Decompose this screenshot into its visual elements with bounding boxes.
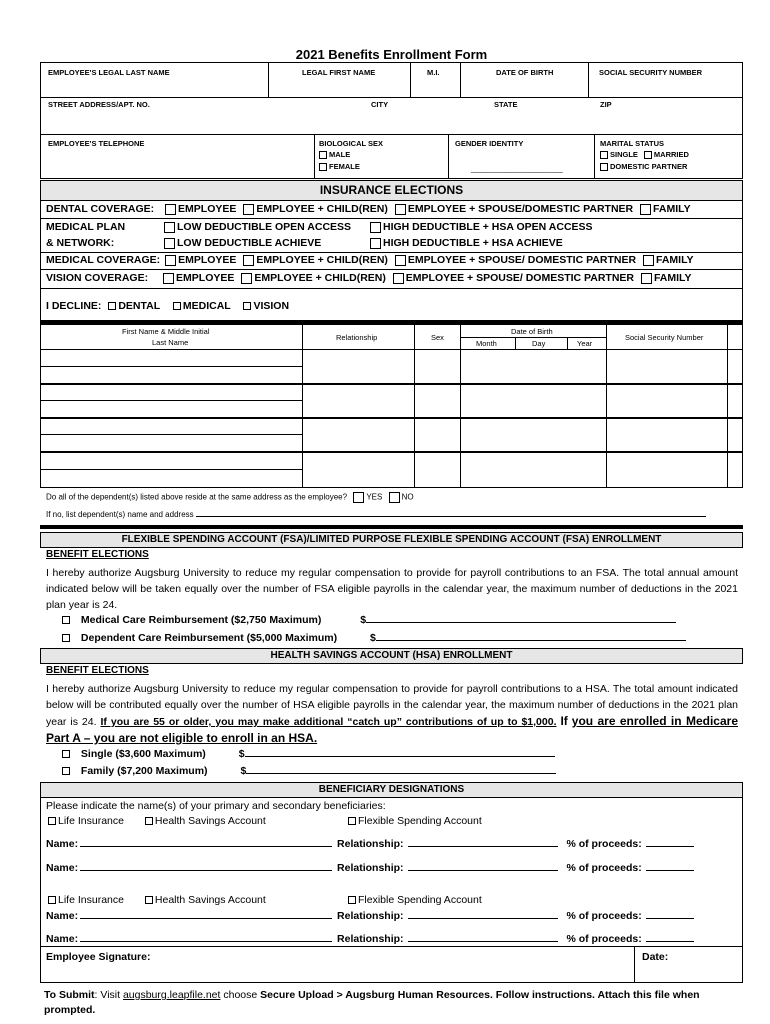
divider (268, 62, 269, 97)
beneficiary-name-field[interactable] (80, 918, 332, 919)
beneficiary-type-row-2 (48, 894, 266, 906)
divider (410, 62, 411, 97)
beneficiary-header: BENEFICIARY DESIGNATIONS (40, 782, 743, 798)
divider (634, 946, 635, 983)
fsa-dependent-row (62, 632, 686, 644)
option-label: EMPLOYEE (178, 254, 237, 266)
col-header-dob: Date of Birth (511, 327, 553, 336)
proceeds-label: % of proceeds: (566, 838, 642, 850)
checkbox-icon[interactable] (389, 492, 400, 503)
hsa-family-row (62, 765, 556, 777)
checkbox-icon[interactable] (48, 896, 56, 904)
bio-sex-label: BIOLOGICAL SEX (319, 139, 384, 148)
table-divider (727, 324, 728, 488)
col-header-relationship: Relationship (336, 333, 378, 342)
beneficiary-relationship-field[interactable] (408, 941, 558, 942)
col-header-sex: Sex (431, 333, 444, 342)
checkbox-icon[interactable] (319, 151, 327, 159)
leapfile-link[interactable]: augsburg.leapfile.net (122, 989, 221, 1001)
beneficiary-relationship-field[interactable] (408, 870, 558, 871)
name-label: Name: (46, 838, 79, 850)
gender-label: GENDER IDENTITY (455, 139, 524, 148)
beneficiary-line (46, 910, 694, 922)
submit-instructions (44, 988, 739, 1018)
beneficiary-name-field[interactable] (80, 846, 332, 847)
fsa-dependent-label: Dependent Care Reimbursement ($5,000 Maximum) (80, 632, 338, 644)
relationship-label: Relationship: (337, 910, 404, 922)
dollar-sign: $ (370, 632, 376, 644)
hsa-single-amount[interactable] (245, 756, 555, 757)
form-title: 2021 Benefits Enrollment Form (295, 47, 488, 62)
fsa-dependent-amount[interactable] (376, 640, 686, 641)
proceeds-label: % of proceeds: (566, 862, 642, 874)
vision-coverage-row (46, 272, 691, 284)
checkbox-icon[interactable] (243, 204, 254, 215)
hsa-family-label: Family ($7,200 Maximum) (80, 765, 208, 777)
beneficiary-line (46, 838, 694, 850)
relationship-label: Relationship: (337, 838, 404, 850)
col-header-name1: First Name & Middle Initial (122, 327, 210, 336)
checkbox-icon[interactable] (62, 750, 70, 758)
table-divider (567, 337, 568, 349)
hsa-single-label: Single ($3,600 Maximum) (80, 748, 206, 760)
checkbox-icon[interactable] (395, 204, 406, 215)
decline-label: I DECLINE: (46, 300, 102, 312)
state-field[interactable]: STATE (494, 100, 518, 109)
checkbox-icon[interactable] (173, 302, 181, 310)
option-label: EMPLOYEE + SPOUSE/ DOMESTIC PARTNER (407, 254, 637, 266)
insurance-header: INSURANCE ELECTIONS (40, 180, 743, 201)
if-no-label: If no, list dependent(s) name and address (46, 510, 194, 519)
option-label: EMPLOYEE + SPOUSE/DOMESTIC PARTNER (407, 203, 634, 215)
option-label: FAMILY (653, 203, 691, 215)
medical-plan-label: MEDICAL PLAN (46, 221, 126, 233)
secure-upload-text: Secure Upload > Augsburg Human Resources. Follow instructions. Attach this file when prompted. (44, 989, 700, 1016)
checkbox-icon[interactable] (243, 302, 251, 310)
hsa-benefit-title: BENEFIT ELECTIONS (46, 665, 149, 676)
checkbox-icon[interactable] (48, 817, 56, 825)
table-row (40, 417, 743, 419)
table-row (40, 434, 302, 435)
option-label: EMPLOYEE + SPOUSE/ DOMESTIC PARTNER (405, 272, 635, 284)
hsa-text (46, 681, 738, 747)
beneficiary-proceeds-field[interactable] (646, 918, 694, 919)
hsa-catchup: If you are 55 or older, you may make additional “catch up” contributions of up to $1,000. (100, 716, 557, 728)
table-row (40, 400, 302, 401)
hsa-header: HEALTH SAVINGS ACCOUNT (HSA) ENROLLMENT (40, 648, 743, 664)
marital-label: MARITAL STATUS (600, 139, 665, 148)
checkbox-icon[interactable] (164, 222, 175, 233)
beneficiary-line (46, 933, 694, 945)
dollar-sign: $ (360, 614, 367, 626)
checkbox-icon[interactable] (643, 255, 654, 266)
checkbox-icon[interactable] (319, 163, 327, 171)
option-label: EMPLOYEE (176, 272, 235, 284)
option-label: EMPLOYEE + CHILD(REN) (256, 203, 388, 215)
divider (460, 62, 461, 97)
checkbox-icon[interactable] (348, 896, 356, 904)
option-label: EMPLOYEE (178, 203, 237, 215)
checkbox-icon[interactable] (348, 817, 356, 825)
name-label: Name: (46, 910, 79, 922)
hsa-label: Health Savings Account (154, 894, 266, 906)
dollar-sign: $ (238, 748, 245, 760)
divider (40, 252, 743, 253)
if-no-row (46, 510, 706, 519)
fsa-text: I hereby authorize Augsburg University to reduce my regular compensation to provide for payroll contributions to an FSA. The total annual amount indicated below will be taken equally over the number of FSA eligible payrolls in the calendar year, the maximum number of deductions in the 2021 plan year is 24. (46, 567, 738, 611)
checkbox-icon[interactable] (145, 817, 153, 825)
telephone-field[interactable]: EMPLOYEE'S TELEPHONE (48, 139, 145, 148)
fsa-label: Flexible Spending Account (358, 815, 482, 827)
col-header-month: Month (476, 339, 497, 348)
divider (588, 62, 589, 97)
high-achieve-option[interactable] (370, 237, 563, 249)
checkbox-icon[interactable] (164, 238, 175, 249)
mi-field[interactable]: M.I. (427, 68, 440, 77)
col-header-name2: Last Name (152, 338, 189, 347)
beneficiary-line (46, 862, 694, 874)
domestic-option[interactable] (596, 160, 691, 173)
choose-text: choose (220, 989, 261, 1001)
last-name-field[interactable]: EMPLOYEE'S LEGAL LAST NAME (48, 68, 170, 77)
option-label: DENTAL (118, 300, 160, 312)
checkbox-icon[interactable] (600, 151, 608, 159)
single-label: SINGLE (610, 150, 638, 159)
beneficiary-fsa-1 (348, 815, 482, 827)
fsa-medical-label: Medical Care Reimbursement ($2,750 Maximum) (80, 614, 322, 626)
dollar-sign: $ (240, 765, 247, 777)
option-label: EMPLOYEE + CHILD(REN) (254, 272, 386, 284)
street-field[interactable]: STREET ADDRESS/APT. NO. (48, 100, 150, 109)
relationship-label: Relationship: (337, 862, 404, 874)
gender-field[interactable]: ______________________ (471, 164, 563, 173)
proceeds-label: % of proceeds: (566, 933, 642, 945)
table-divider (414, 324, 415, 488)
option-label: HIGH DEDUCTIBLE + HSA OPEN ACCESS (383, 221, 593, 233)
female-option[interactable] (315, 160, 364, 173)
col-header-day: Day (532, 339, 546, 348)
checkbox-icon[interactable] (241, 273, 252, 284)
medical-coverage-row (46, 254, 694, 266)
table-row (40, 451, 743, 453)
male-label: MALE (329, 150, 351, 159)
married-label: MARRIED (653, 150, 689, 159)
checkbox-icon[interactable] (108, 302, 116, 310)
relationship-label: Relationship: (337, 933, 404, 945)
vision-coverage-label: VISION COVERAGE: (46, 272, 149, 284)
table-row (40, 383, 743, 385)
beneficiary-relationship-field[interactable] (408, 918, 558, 919)
option-label: FAMILY (653, 272, 692, 284)
low-open-option[interactable] (164, 221, 351, 233)
option-label: EMPLOYEE + CHILD(REN) (256, 254, 388, 266)
checkbox-icon[interactable] (62, 616, 70, 624)
hsa-family-amount[interactable] (246, 773, 556, 774)
checkbox-icon[interactable] (641, 273, 652, 284)
beneficiary-proceeds-field[interactable] (646, 870, 694, 871)
life-insurance-label: Life Insurance (58, 894, 124, 906)
name-label: Name: (46, 933, 79, 945)
col-header-ssn: Social Security Number (625, 333, 704, 342)
life-insurance-label: Life Insurance (58, 815, 124, 827)
col-header-year: Year (577, 339, 593, 348)
domestic-label: DOMESTIC PARTNER (610, 162, 688, 171)
divider (40, 134, 743, 135)
fsa-medical-row (62, 614, 676, 626)
beneficiary-type-row-1 (48, 815, 266, 827)
divider (40, 525, 743, 529)
proceeds-label: % of proceeds: (566, 910, 642, 922)
hsa-single-row (62, 748, 555, 760)
checkbox-icon[interactable] (600, 163, 608, 171)
checkbox-icon[interactable] (644, 151, 652, 159)
to-submit-label: To Submit (44, 989, 95, 1001)
dob-field[interactable]: DATE OF BIRTH (496, 68, 554, 77)
network-label: & NETWORK: (46, 237, 115, 249)
dental-row (46, 203, 691, 215)
divider (594, 134, 595, 179)
option-label: MEDICAL (182, 300, 231, 312)
table-divider (460, 337, 606, 338)
divider (40, 288, 743, 289)
divider (40, 269, 743, 270)
zip-field[interactable]: ZIP (600, 100, 612, 109)
fsa-benefit-title: BENEFIT ELECTIONS (46, 549, 149, 560)
hsa-medicare-warning: you are enrolled in Medicare Part A – you are not eligible to enroll in an HSA. (46, 714, 738, 745)
hsa-medicare-if: If (560, 714, 568, 728)
checkbox-icon[interactable] (243, 255, 254, 266)
no-label: NO (401, 492, 414, 502)
female-label: FEMALE (329, 162, 360, 171)
beneficiary-fsa-2 (348, 894, 482, 906)
beneficiary-proceeds-field[interactable] (646, 846, 694, 847)
divider (40, 946, 743, 947)
fsa-label: Flexible Spending Account (358, 894, 482, 906)
hsa-body: I hereby authorize Augsburg University to reduce my regular compensation to provide for payroll contributions to a HSA. The total amount indicated below will be contributed equally over the number of HSA eligible payrolls in the calendar year, the maximum number of deductions in the 2021 plan year is 24. (46, 683, 738, 728)
decline-row (46, 300, 289, 312)
checkbox-icon[interactable] (163, 273, 174, 284)
fsa-header: FLEXIBLE SPENDING ACCOUNT (FSA)/LIMITED PURPOSE FLEXIBLE SPENDING ACCOUNT (FSA) ENROLLMENT (40, 532, 743, 548)
checkbox-icon[interactable] (165, 204, 176, 215)
beneficiary-proceeds-field[interactable] (646, 941, 694, 942)
hsa-label: Health Savings Account (154, 815, 266, 827)
divider (40, 218, 743, 219)
table-divider (460, 324, 461, 488)
ssn-field[interactable]: SOCIAL SECURITY NUMBER (599, 68, 703, 77)
checkbox-icon[interactable] (145, 896, 153, 904)
beneficiary-name-field[interactable] (80, 870, 332, 871)
table-divider (302, 324, 303, 488)
checkbox-icon[interactable] (395, 255, 406, 266)
city-field[interactable]: CITY (371, 100, 389, 109)
divider (448, 134, 449, 179)
checkbox-icon[interactable] (393, 273, 404, 284)
yes-label: YES (366, 492, 383, 502)
dependent-address-field[interactable] (196, 516, 706, 517)
same-address-question (46, 492, 414, 503)
table-divider (606, 324, 607, 488)
dental-label: DENTAL COVERAGE: (46, 203, 155, 215)
checkbox-icon[interactable] (370, 238, 381, 249)
employee-signature-field[interactable]: Employee Signature: (46, 951, 151, 963)
medical-coverage-label: MEDICAL COVERAGE: (46, 254, 161, 266)
beneficiary-relationship-field[interactable] (408, 846, 558, 847)
option-label: HIGH DEDUCTIBLE + HSA ACHIEVE (383, 237, 563, 249)
checkbox-icon[interactable] (165, 255, 176, 266)
table-divider (40, 349, 743, 350)
visit-text: : Visit (94, 989, 123, 1001)
option-label: LOW DEDUCTIBLE ACHIEVE (177, 237, 322, 249)
fsa-medical-amount[interactable] (366, 622, 676, 623)
beneficiary-instructions: Please indicate the name(s) of your primary and secondary beneficiaries: (46, 800, 386, 812)
table-row (40, 469, 302, 470)
name-label: Name: (46, 862, 79, 874)
checkbox-icon[interactable] (62, 767, 70, 775)
beneficiary-name-field[interactable] (80, 941, 332, 942)
checkbox-icon[interactable] (353, 492, 364, 503)
option-label: VISION (253, 300, 290, 312)
date-field[interactable]: Date: (642, 951, 669, 963)
checkbox-icon[interactable] (640, 204, 651, 215)
option-label: LOW DEDUCTIBLE OPEN ACCESS (177, 221, 352, 233)
checkbox-icon[interactable] (370, 222, 381, 233)
first-name-field[interactable]: LEGAL FIRST NAME (302, 68, 376, 77)
option-label: FAMILY (655, 254, 694, 266)
low-achieve-option[interactable] (164, 237, 321, 249)
table-divider (515, 337, 516, 349)
high-open-option[interactable] (370, 221, 593, 233)
checkbox-icon[interactable] (62, 634, 70, 642)
same-address-label: Do all of the dependent(s) listed above reside at the same address as the employee? (46, 492, 348, 502)
table-row (40, 366, 302, 367)
